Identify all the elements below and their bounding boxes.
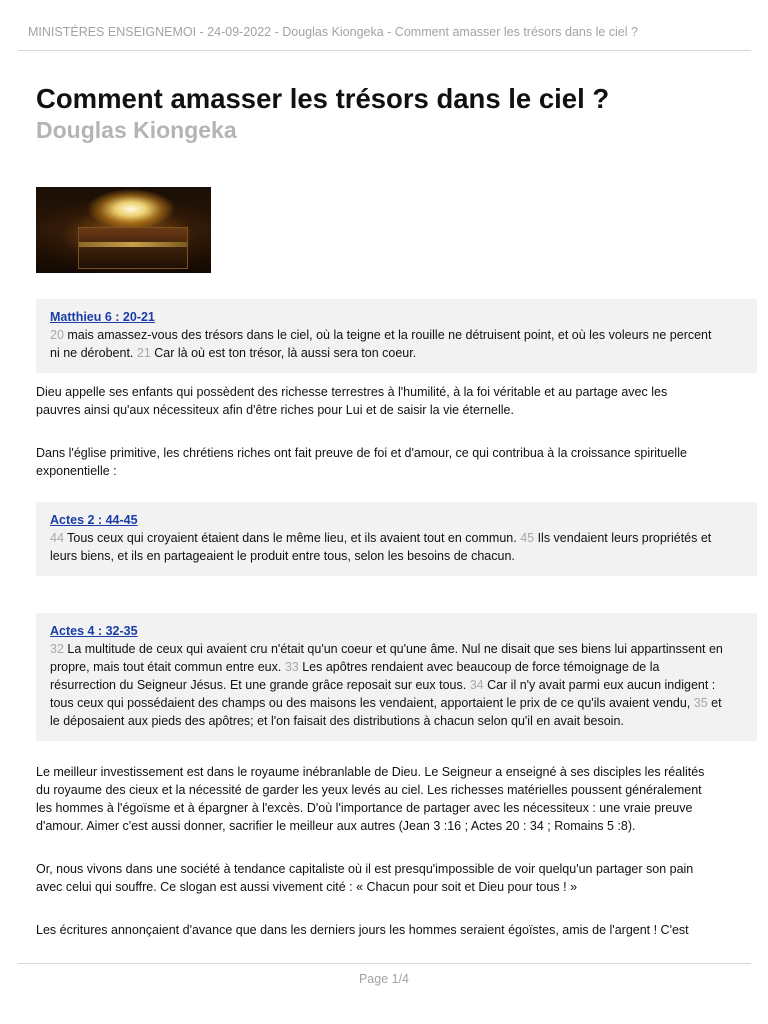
verse-text: La multitude de ceux qui avaient cru n'était qu'un coeur et qu'une âme. Nul ne disait que ses biens lui appartinssent en <box>63 642 723 656</box>
page-number: Page 1/4 <box>358 972 410 986</box>
treasure-chest-image <box>36 187 211 273</box>
paragraph-line: exponentielle : <box>36 464 117 478</box>
paragraph-line: Dans l'église primitive, les chrétiens riches ont fait preuve de foi et d'amour, ce qui contribua à la croissance spirituelle <box>36 446 687 460</box>
verse-text: propre, mais tout était commun entre eux. <box>50 660 285 674</box>
verse-line <box>50 714 624 728</box>
verse-line <box>50 549 515 563</box>
paragraph-line: d'amour. Aimer c'est aussi donner, sacrifier le meilleur aux autres (Jean 3 :16 ; Actes 20 : 34 ; Romains 5 :8). <box>36 819 636 833</box>
verse-line <box>50 531 711 545</box>
verse-text: mais amassez-vous des trésors dans le ciel, où la teigne et la rouille ne détruisent point, et où les voleurs ne percent <box>63 328 712 342</box>
article-title: Comment amasser les trésors dans le ciel ? <box>36 83 610 114</box>
verse-line <box>50 678 715 692</box>
header-text: MINISTÉRES ENSEIGNEMOI - 24-09-2022 - Douglas Kiongeka - Comment amasser les trésors dans le ciel ? <box>28 25 638 39</box>
verse-number: 20 <box>50 328 64 342</box>
verse-number: 45 <box>520 531 535 545</box>
article-author: Douglas Kiongeka <box>36 117 237 143</box>
verse-line <box>50 660 659 674</box>
paragraph-line: Or, nous vivons dans une société à tendance capitaliste où il est presqu'impossible de voir quelqu'un partager son pain <box>36 862 694 876</box>
verse-block-actes-2 <box>36 502 757 576</box>
verse-block-matthieu <box>36 299 757 373</box>
verse-number: 33 <box>284 660 299 674</box>
verse-text: Ils vendaient leurs propriétés et <box>534 531 712 545</box>
verse-number: 44 <box>50 531 64 545</box>
verse-text: et <box>707 696 722 710</box>
verse-text: Tous ceux qui croyaient étaient dans le même lieu, et ils avaient tout en commun. <box>63 531 521 545</box>
page-header <box>18 0 751 51</box>
verse-reference-link[interactable]: Actes 2 : 44-45 <box>50 513 138 527</box>
treasure-chest-icon <box>78 227 188 269</box>
verse-line <box>50 328 711 342</box>
verse-text: le déposaient aux pieds des apôtres; et l'on faisait des distributions à chacun selon qu'il en avait besoin. <box>50 714 624 728</box>
verse-block-actes-4 <box>36 613 757 741</box>
verse-text: tous ceux qui possédaient des champs ou des maisons les vendaient, apportaient le prix de ce qu'ils avaient vendu, <box>50 696 694 710</box>
verse-line <box>50 642 723 656</box>
verse-number: 21 <box>136 346 151 360</box>
verse-number: 35 <box>693 696 708 710</box>
verse-reference-link[interactable]: Matthieu 6 : 20-21 <box>50 310 155 324</box>
verse-number: 32 <box>50 642 64 656</box>
verse-text: résurrection du Seigneur Jésus. Et une grande grâce reposait sur eux tous. <box>50 678 470 692</box>
verse-reference-link[interactable]: Actes 4 : 32-35 <box>50 624 138 638</box>
verse-text: Car là où est ton trésor, là aussi sera ton coeur. <box>150 346 417 360</box>
verse-text: leurs biens, et ils en partageaient le produit entre tous, selon les besoins de chacun. <box>50 549 515 563</box>
verse-text: Les apôtres rendaient avec beaucoup de force témoignage de la <box>298 660 660 674</box>
paragraph-line: pauvres ainsi qu'aux nécessiteux afin d'être riches pour Lui et de saisir la vie éternelle. <box>36 403 514 417</box>
paragraph-line: du royaume des cieux et la nécessité de garder les yeux levés au ciel. Les richesses matérielles poussent généralement <box>36 783 702 797</box>
verse-text: Car il n'y avait parmi eux aucun indigent : <box>483 678 716 692</box>
paragraph-line: avec celui qui souffre. Ce slogan est aussi vivement cité : « Chacun pour soit et Dieu pour tous ! » <box>36 880 578 894</box>
footer-divider <box>18 963 751 964</box>
paragraph-line: Les écritures annonçaient d'avance que dans les derniers jours les hommes seraient égoïstes, amis de l'argent ! C'est <box>36 923 689 937</box>
paragraph-line: les hommes à l'égoïsme et à épargner à l'excès. D'où l'importance de partager avec les nécessiteux : une vraie preuve <box>36 801 693 815</box>
verse-line <box>50 346 416 360</box>
verse-text: ni ne dérobent. <box>50 346 137 360</box>
verse-line <box>50 696 722 710</box>
paragraph-line: Le meilleur investissement est dans le royaume inébranlable de Dieu. Le Seigneur a enseigné à ses disciples les réalités <box>36 765 705 779</box>
paragraph-line: Dieu appelle ses enfants qui possèdent des richesse terrestres à l'humilité, à la foi véritable et au partage avec les <box>36 385 668 399</box>
verse-number: 34 <box>469 678 484 692</box>
